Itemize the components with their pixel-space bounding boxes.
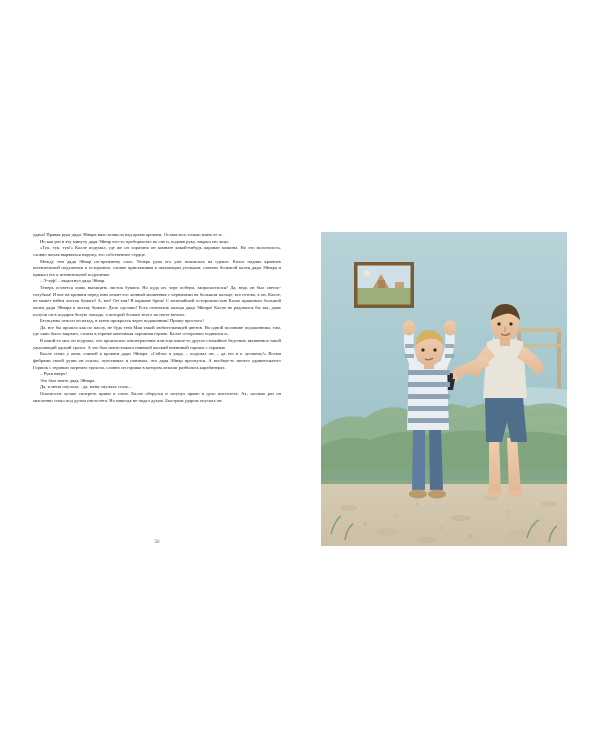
illustration-artwork <box>321 232 567 546</box>
text-column <box>33 232 281 404</box>
paragraph: – Руки вверх! <box>40 371 67 377</box>
paragraph: Да, все бы прошло как по маслу, не будь тетя Мия такой любительницей цветов. На одной половине подоконника, там, где окно было закрыто, стояла в горшке маленькая скромная герань. Калле осторожно поднялся и... <box>33 324 281 337</box>
illustration <box>321 232 567 546</box>
paragraph: Калле стоял у окна, спиной к кровати дяди Эйнара. «Сейчас я умру, – подумал он, – да это и к лучшему!» Всеми фибрами своей души он осязал, чувствовал и понимал, что дядя Эйнар проснулся. А вообще-то ничего удивительного Горшок с геранью загремел грохоча, словно он горшка в котором лежали разбились карабинерах. <box>33 351 281 370</box>
paragraph: удача! Правая рука дяди Эйнара вяло повисла над краем кровати. Оставалось только взять ее и... <box>33 232 225 237</box>
paragraph: В какой-то миг он подумал, что произошло землетрясение или еще какое-то другое стихийное бедствие, вызванное такой ужасающий адский грохот. А это был некто-накого наивной жалкий невинный горшок с геранью. <box>33 338 281 350</box>
paragraph: Это был некто дядя Эйнара. <box>40 377 96 383</box>
paragraph: – Э-эуф! – выдохнул дядя Эйнар. <box>40 278 106 284</box>
paragraph: Бесшумно отполз он назад, в затем прокрался через подоконник! Проще простого! <box>40 318 204 324</box>
paragraph: «Тук, тук, тук!» Калле подумал, где же он спрятана он комнате какой-нибудь парован машина. Но это молотилось, словно желая вырваться наружу, его собственное сердце. <box>33 245 281 257</box>
paragraph: Да, и меня смучала... да, меня смучала сталь... <box>40 384 132 390</box>
page-number: 56 <box>154 540 160 545</box>
paragraph: Но как раз в эту минуту дядя Эйнар что-то пробормотал во сне и, подняв руку, закрыл ею лицо. <box>40 238 230 244</box>
paragraph: Между тем дядя Эйнар по-прежнему спал. Теперь рука его уже покоилась на одеяле. Калле поднял краешек штемпельной подушечки и осторожно, словно приглаживая к пылающим уголькам, схватил большой палец дяди Эйнара и прижал его к штемпельной подушечке. <box>33 258 281 277</box>
framed-picture-icon <box>354 262 414 308</box>
paragraph: Теперь остается лишь вытащить листок бумаги. Но куда он, черт побери, запропастился? Да, ведь он был светло-голубым! И вот на кровати перед ним лежит его личный мошенник с чернилами на большом пальце, все готово, а он, Калле, не может найти листок бумаги! А, вот! Он там! В кармане брюк! С величайшей осторожностью Калле прижимал большой палец дяди Эйнара к листку бумаги. Дело сделано! Есть отпечаток пальца дяди Эйнара! Калле не радовался бы так, даже получи он в подарок белую лошадь, о которой больше всего на свете мечтал. <box>33 285 281 317</box>
paragraph: Опасности лучше смотреть прямо в глаза. Калле оберулся и засунул прямо в дуло пистолета. Ах, сколько раз он мысленно стоял под дулом пистолета. Но никогда не падал духом. Быстрым ударом опускал он <box>33 391 281 403</box>
